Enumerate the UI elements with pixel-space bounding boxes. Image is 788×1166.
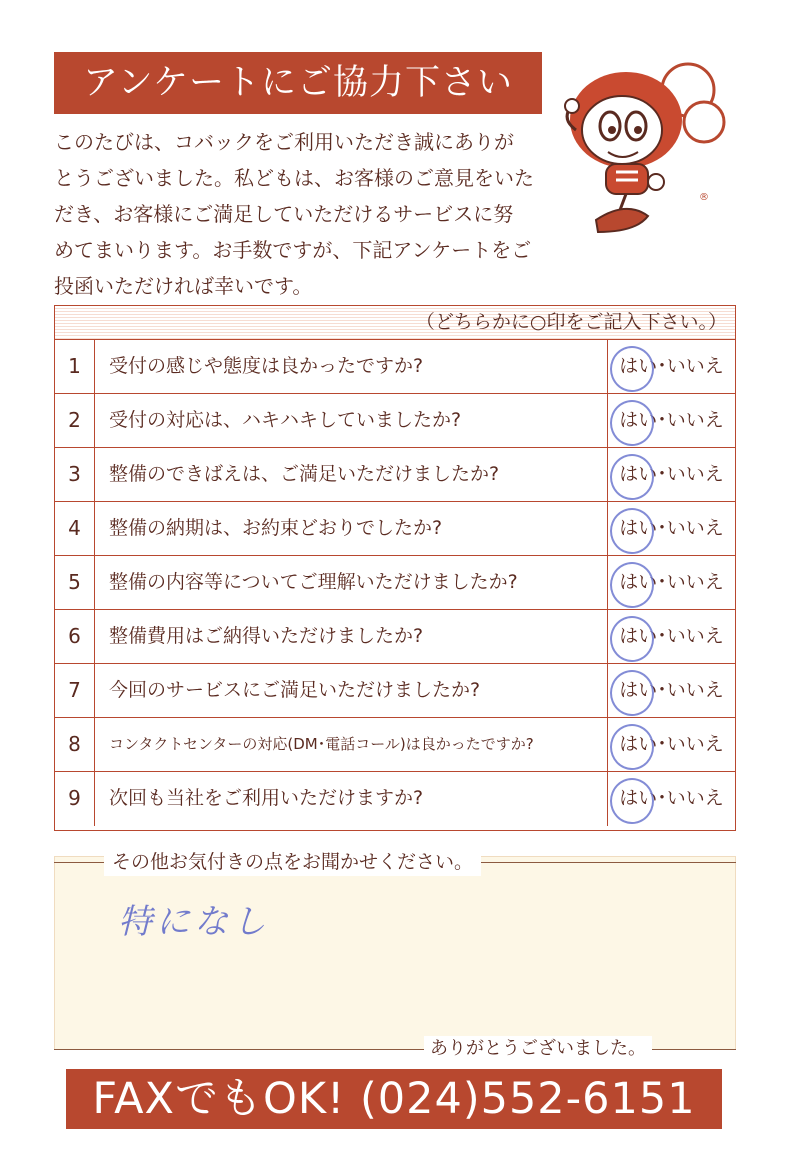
- selected-answer-circle: [610, 562, 654, 608]
- selected-answer-circle: [610, 616, 654, 662]
- question-text: コンタクトセンターの対応(DM･電話コール)は良かったですか?: [109, 735, 534, 753]
- question-text: 整備のできばえは、ご満足いただけましたか?: [109, 463, 500, 485]
- survey-row-1: [55, 340, 735, 394]
- survey-row-9: [55, 772, 735, 826]
- survey-row-2: [55, 394, 735, 448]
- survey-row-5: [55, 556, 735, 610]
- comments-box[interactable]: [54, 856, 736, 1050]
- question-text: 整備費用はご納得いただけましたか?: [109, 625, 424, 647]
- question-text: 整備の内容等についてご理解いただけましたか?: [109, 571, 518, 593]
- selected-answer-circle: [610, 778, 654, 824]
- question-number: 6: [55, 610, 95, 663]
- survey-instruction: （どちらかに○印をご記入下さい。）: [55, 306, 735, 340]
- question-number: 3: [55, 448, 95, 501]
- answer-choice[interactable]: はい･いいえ: [607, 556, 735, 609]
- fax-banner: FAXでもOK! (024)552-6151: [66, 1069, 722, 1129]
- answer-choice[interactable]: はい･いいえ: [607, 718, 735, 771]
- registered-icon: ®: [699, 192, 709, 203]
- comments-title: その他お気付きの点をお聞かせください。: [104, 848, 481, 876]
- survey-row-4: [55, 502, 735, 556]
- survey-row-3: [55, 448, 735, 502]
- selected-answer-circle: [610, 724, 654, 770]
- answer-choice[interactable]: はい･いいえ: [607, 610, 735, 663]
- question-number: 1: [55, 340, 95, 393]
- survey-row-6: [55, 610, 735, 664]
- answer-choice[interactable]: はい･いいえ: [607, 448, 735, 501]
- selected-answer-circle: [610, 454, 654, 500]
- selected-answer-circle: [610, 508, 654, 554]
- answer-choice[interactable]: はい･いいえ: [607, 394, 735, 447]
- selected-answer-circle: [610, 670, 654, 716]
- selected-answer-circle: [610, 346, 654, 392]
- question-text: 受付の対応は、ハキハキしていましたか?: [109, 409, 462, 431]
- question-number: 9: [55, 772, 95, 826]
- question-number: 8: [55, 718, 95, 771]
- question-text: 今回のサービスにご満足いただけましたか?: [109, 679, 481, 701]
- question-text: 受付の感じや態度は良かったですか?: [109, 355, 424, 377]
- survey-table: [54, 305, 736, 831]
- answer-choice[interactable]: はい･いいえ: [607, 772, 735, 826]
- mascot-icon: [556, 60, 726, 240]
- question-text: 整備の納期は、お約束どおりでしたか?: [109, 517, 443, 539]
- handwritten-comment: 特になし: [118, 902, 270, 942]
- answer-choice[interactable]: はい･いいえ: [607, 340, 735, 393]
- question-text: 次回も当社をご利用いただけますか?: [109, 787, 424, 809]
- question-number: 7: [55, 664, 95, 717]
- selected-answer-circle: [610, 400, 654, 446]
- survey-row-7: [55, 664, 735, 718]
- survey-row-8: [55, 718, 735, 772]
- intro-text: このたびは、コバックをご利用いただき誠にありが とうございました。私どもは、お客様のご意見をいた だき、お客様にご満足していただけるサービスに努 めてまいります。お手数ですが、下記アンケートをご 投函いただければ幸いです。: [54, 130, 534, 298]
- answer-choice[interactable]: はい･いいえ: [607, 502, 735, 555]
- question-number: 4: [55, 502, 95, 555]
- thanks-text: ありがとうございました。: [424, 1036, 652, 1062]
- page-title: アンケートにご協力下さい: [54, 52, 542, 114]
- question-number: 2: [55, 394, 95, 447]
- answer-choice[interactable]: はい･いいえ: [607, 664, 735, 717]
- question-number: 5: [55, 556, 95, 609]
